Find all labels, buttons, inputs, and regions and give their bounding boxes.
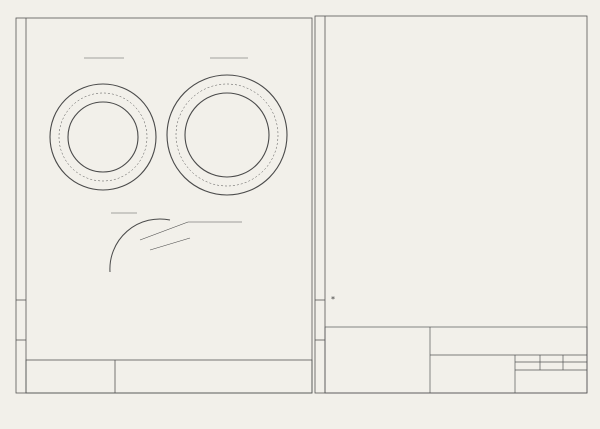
footnote-star: * (331, 295, 335, 304)
